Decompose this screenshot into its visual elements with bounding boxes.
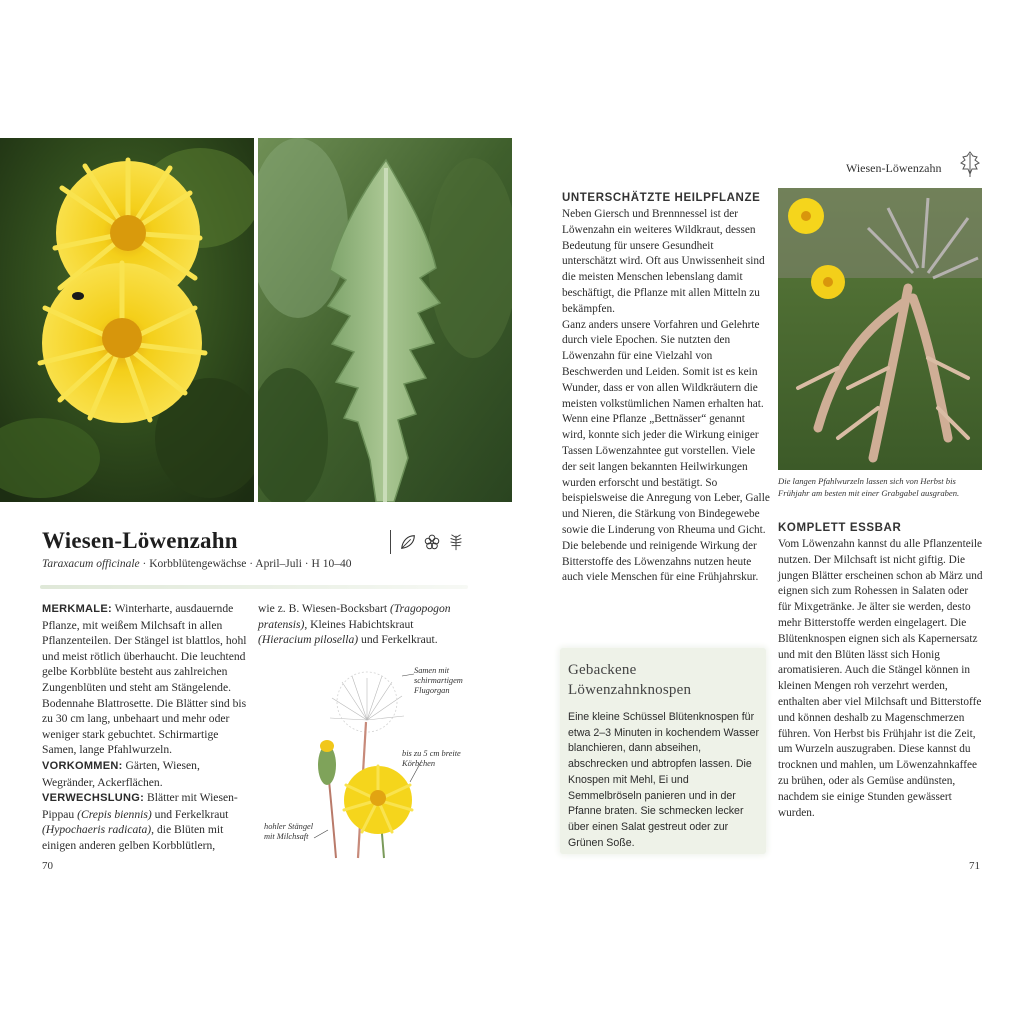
verwechslung-paragraph: VERWECHSLUNG: Blätter mit Wiesen-Pippau (Crepis biennis) und Ferkelkraut (Hypochaeris radicata), die Blüten mit einigen anderen gelben Korbblütlern,: [42, 791, 238, 852]
flower-icon: [423, 533, 441, 551]
dandelion-flowers-photo: [0, 138, 254, 502]
species-title: Wiesen-Löwenzahn: [42, 528, 238, 553]
habitat-icons: [390, 530, 465, 554]
flowering-season: April–Juli: [255, 558, 302, 570]
taproot-photo: [778, 188, 982, 470]
verwechslung-continued: wie z. B. Wiesen-Bocksbart (Tragopogon pratensis), Kleines Habichtskraut (Hieracium pilosella) und Ferkelkraut.: [258, 602, 451, 647]
description-column-1: [42, 601, 248, 854]
seed-fluff-icon: [447, 533, 465, 551]
section-heading-heilpflanze: UNTERSCHÄTZTE HEILPFLANZE: [562, 192, 761, 204]
stem-annotation: hohler Stängel mit Milchsaft: [264, 822, 314, 841]
vorkommen-paragraph: VORKOMMEN: Gärten, Wiesen, Wegränder, Ackerflächen.: [42, 758, 200, 789]
flower-head-annotation: bis zu 5 cm breite Körbchen: [402, 749, 461, 768]
leaf-outline-icon: [958, 150, 982, 178]
seed-annotation: Samen mit schirmartigem Flugorgan: [414, 666, 463, 695]
recipe-text: Eine kleine Schüssel Blütenknospen für etwa 2–3 Minuten in kochendem Wasser blanchieren, dann abseihen, abschrecken und abtropfen lassen. Die Knospen mit Mehl, Ei und Semmelbröseln panieren und in der Pfanne braten. Sie schmecken lecker über einen Salat gestreut oder zur Grünen Soße.: [568, 711, 759, 849]
photo-caption: Die langen Pfahlwurzeln lassen sich von Herbst bis Frühjahr am besten mit einer Grabgabel ausgraben.: [778, 476, 960, 498]
species-meta: Taraxacum officinale · Korbblütengewächse · April–Juli · H 10–40: [42, 558, 352, 570]
running-head: Wiesen-Löwenzahn: [846, 161, 942, 175]
recipe-title: Gebackene Löwenzahnknospen: [568, 662, 692, 698]
merkmale-paragraph: MERKMALE: Winterharte, ausdauernde Pflanze, mit weißem Milchsaft in allen Pflanzenteilen. Der Stängel ist blattlos, hohl und meist rötlich überhaucht. Die leuchtend gelbe Korbblüte besteht aus zahlreichen Zungenblüten und steht am Stängelende. Bodennahe Blattrosette. Die Blätter sind bis zu 30 cm lang, unbehaart und mehr oder weniger stark gebuchtet. Schirmartige Samen, lange Pfahlwurzeln.: [42, 602, 247, 757]
page-number-right: 71: [969, 860, 980, 872]
description-column-2: [258, 601, 464, 648]
leaf-icon: [399, 533, 417, 551]
dandelion-leaf-photo: [258, 138, 512, 502]
page-number-left: 70: [42, 860, 53, 872]
section-heading-essbar: KOMPLETT ESSBAR: [778, 522, 902, 534]
latin-name: Taraxacum officinale: [42, 558, 140, 570]
plant-family: Korbblütengewächse: [149, 558, 247, 570]
heilpflanze-text: Neben Giersch und Brennnessel ist der Löwenzahn ein weiteres Wildkraut, dessen Bedeutung für unsere Gesundheit unterschätzt wird. Oft aus Unwissenheit sind die meisten Menschen lebenslang damit beschäftigt, die Pflanze mit allen Mitteln zu bekämpfen. Ganz anders unsere Vorfahren und Gelehrte durch viele Epochen. Sie nutzten den Löwenzahn für eine Vielzahl von Beschwerden und Leiden. Somit ist es kein Wunder, dass er von allen Wildkräutern die meisten volkstümlichen Namen erhalten hat. Wenn eine Pflanze „Bettnässer“ genannt wird, konnte sich jeder die Wirkung einiger Tassen Löwenzahntee gut vorstellen. Viele der seit langen bekannten Heilwirkungen wurden erforscht und bestätigt. So beispielsweise die Anregung von Leber, Galle und Nieren, die Stärkung von Bindegewebe sowie die Linderung von Rheuma und Gicht. Die belebende und reinigende Wirkung der Bitterstoffe des Löwenzahns nutzen heute auch viele Menschen für eine Frühjahrskur.: [562, 208, 770, 584]
plant-height: H 10–40: [311, 558, 352, 570]
essbar-text: Vom Löwenzahn kannst du alle Pflanzenteile nutzen. Der Milchsaft ist nicht giftig. Die jungen Blätter erscheinen schon ab März und eignen sich zum Rohessen in Salaten oder für Mixgetränke. Je älter sie werden, desto mehr Bitterstoffe werden eingelagert. Die Blütenknospen eignen sich als Kapernersatz und mit den Blüten lässt sich Honig aromatisieren. Auch die Stängel können in kleinen Mengen roh verzehrt werden, enthalten aber viel Milchsaft und Bitterstoffe und können deshalb zu Magenschmerzen führen. Von Herbst bis Frühjahr ist die Zeit, um Wurzeln auszugraben. Diese kannst du trocknen und mahlen, um Löwenzahnkaffee zu brühen, oder als Gemüse andünsten, nachdem sie einige Stunden gewässert wurden.: [778, 538, 983, 819]
title-divider: [40, 585, 468, 589]
